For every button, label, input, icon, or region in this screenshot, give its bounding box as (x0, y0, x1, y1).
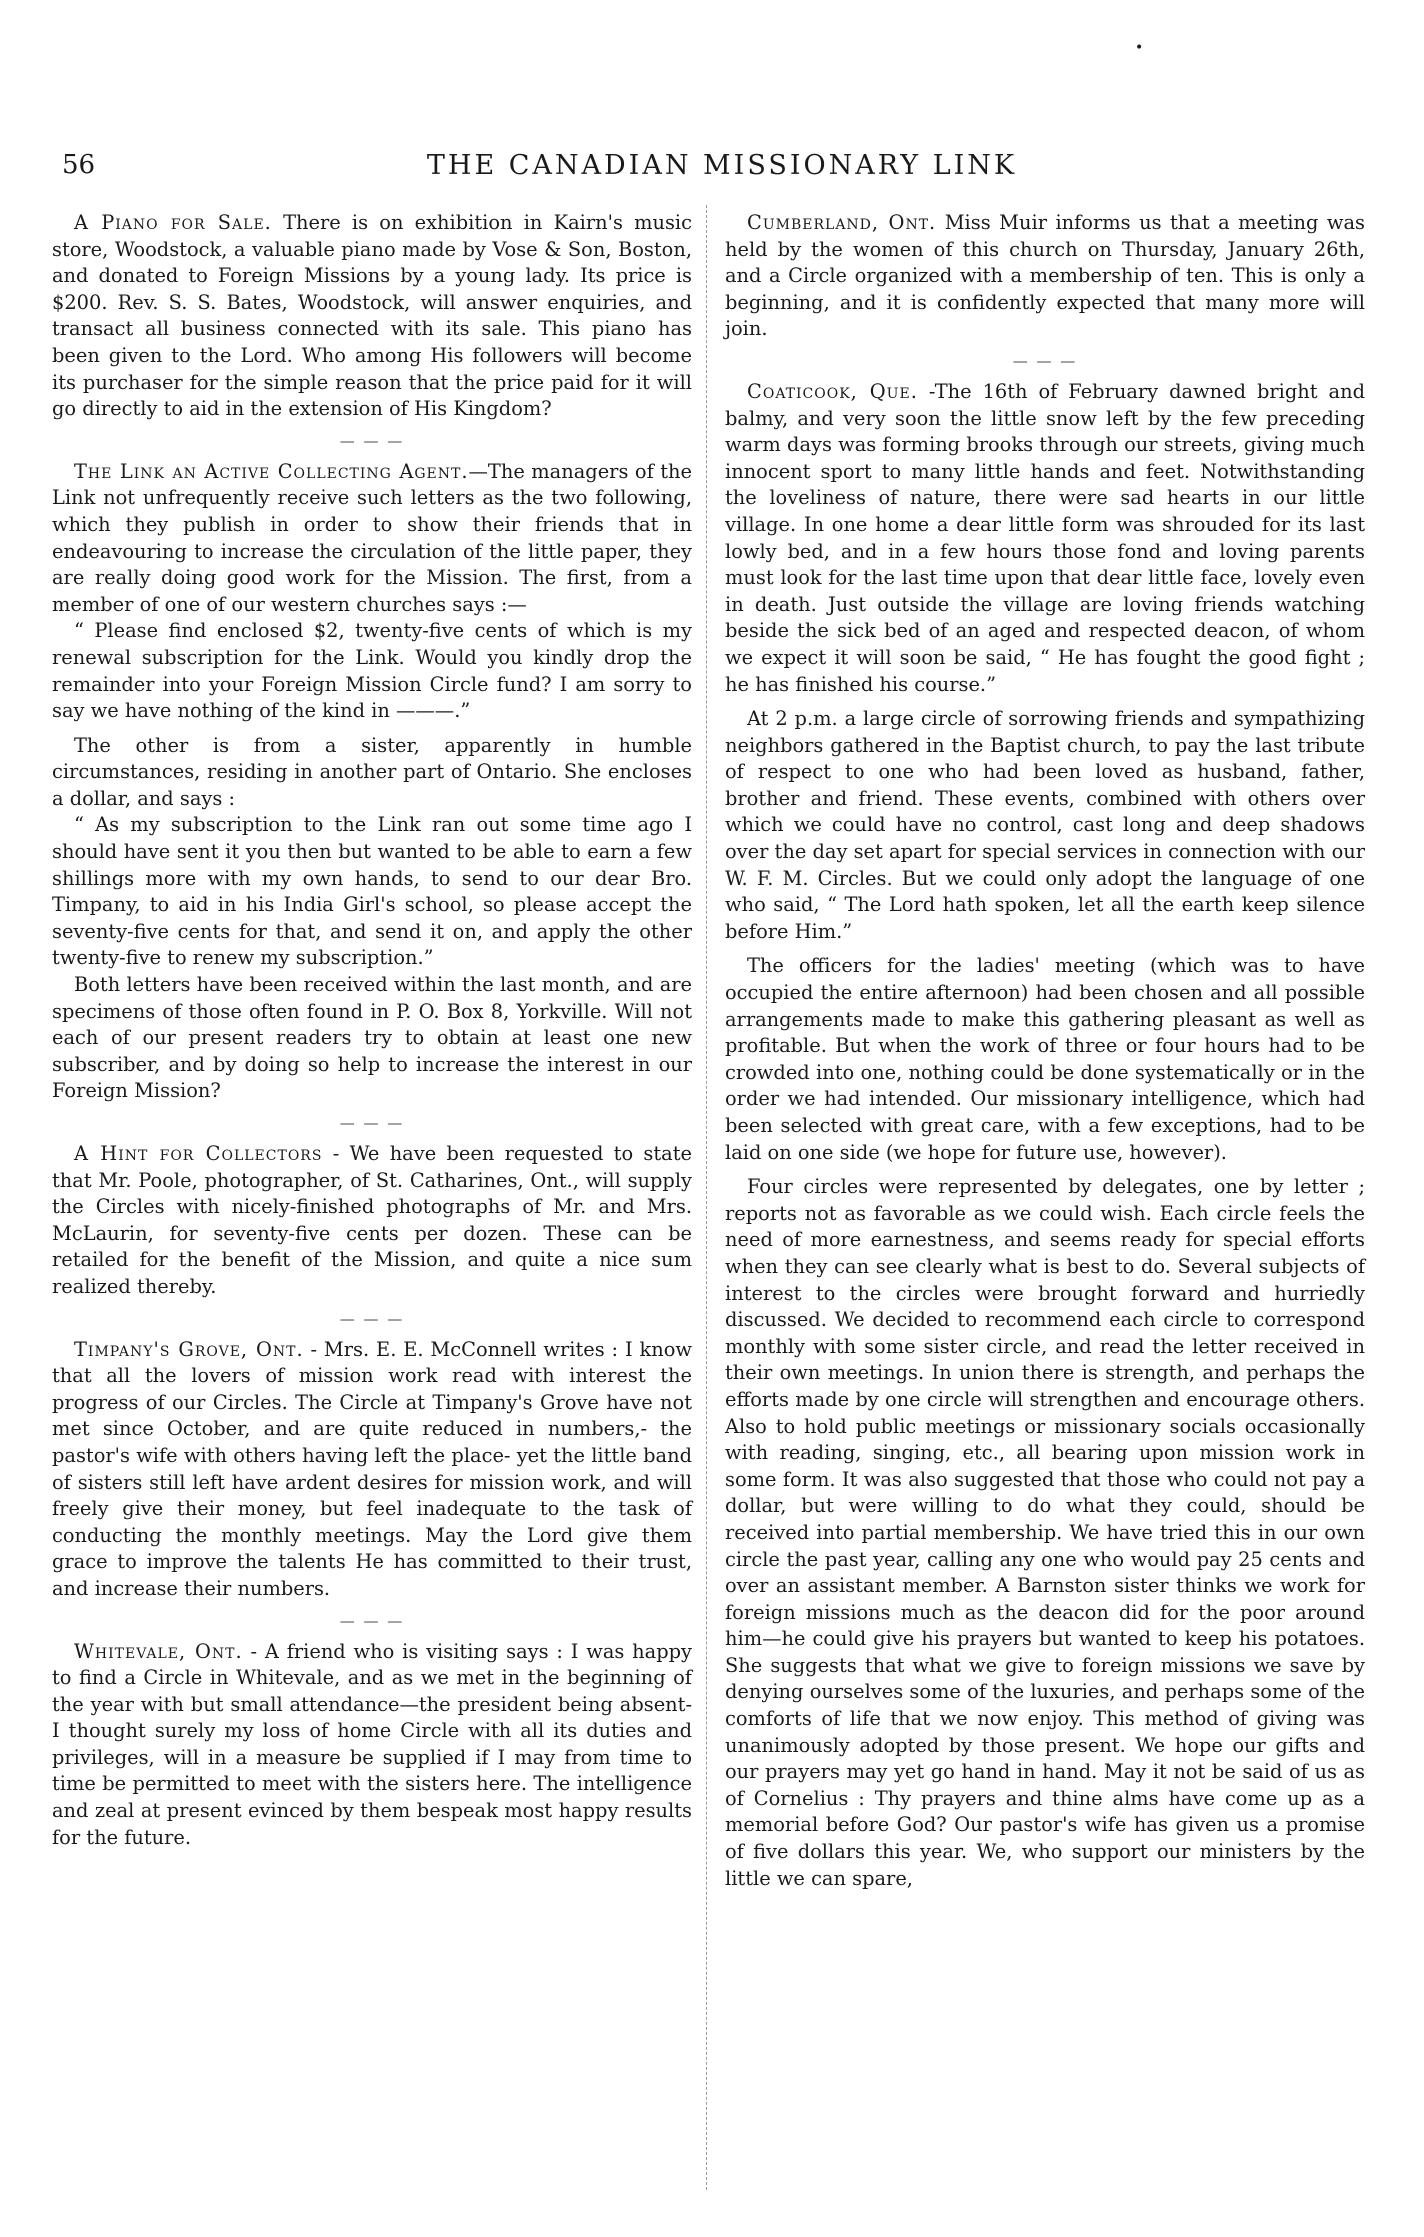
section-divider: — — — (1012, 351, 1078, 370)
article-text: - Mrs. E. E. McConnell writes : I know that all the lovers of mission work read with interest the progress of our Circles. The Circle at Timpany's Grove have not met since October, and are quite reduced in numbers,- the pastor's wife with others having left the place- yet the little band of sisters still left have ardent desires for mission work, and will freely give their money, but feel inadequate to the task of conducting the monthly meetings. May the Lord give them grace to improve the talents He has committed to their trust, and increase their numbers. (52, 1337, 692, 1600)
article-text: —The managers of the Link not unfrequently receive such letters as the two following, which they publish in order to show their friends that in endeavouring to increase the circulation of the little paper, they are really doing good work for the Mission. The first, from a member of one of our western churches says :— (52, 459, 692, 616)
article-cumberland (725, 210, 1365, 343)
column-rule (706, 205, 708, 2190)
article-text: - A friend who is visiting says : I was happy to find a Circle in Whitevale, and as we met in the beginning of the year with but small attendance—the president being absent- I thought surely my loss of home Circle with all its duties and privileges, will in a measure be supplied if I may from time to time be permitted to meet with the sisters here. The intelligence and zeal at present evinced by them bespeak most happy results for the future. (52, 1639, 692, 1849)
article-whitevale (52, 1639, 692, 1852)
left-column (52, 210, 692, 1851)
article-text: The other is from a sister, apparently in humble circumstances, residing in another part of Ontario. She encloses a dollar, and says : (52, 733, 692, 810)
running-title: THE CANADIAN MISSIONARY LINK (426, 150, 1018, 181)
article-text: Miss Muir informs us that a meeting was held by the women of this church on Thursday, January 26th, and a Circle organized with a membership of ten. This is only a beginning, and it is confidently expected that many more will join. (725, 211, 1365, 341)
section-divider: — — — (339, 1309, 405, 1328)
article-heading: Timpany's Grove, Ont. (74, 1337, 304, 1361)
section-divider: — — — (339, 431, 405, 450)
page-header (62, 150, 1382, 190)
article-heading: A Hint for Collectors (74, 1142, 323, 1165)
section-divider: — — — (339, 1611, 405, 1630)
article-text: The officers for the ladies' meeting (which was to have occupied the entire afternoon) had been chosen and all possible arrangements made to make this gathering pleasant as well as profitable. But when the work of three or four hours had to be crowded into one, nothing could be done systematically or in the order we had intended. Our missionary intelligence, which had been selected with great care, with a few exceptions, had to be laid on one side (we hope for future use, however). (725, 954, 1365, 1164)
ink-speck: • (1135, 40, 1144, 56)
page-number: 56 (62, 150, 96, 180)
article-hint (52, 1141, 692, 1301)
article-link-agent (52, 459, 692, 619)
article-heading: The Link an Active Collecting Agent. (74, 459, 469, 483)
article-text: At 2 p.m. a large circle of sorrowing friends and sympathizing neighbors gathered in the Baptist church, to pay the last tribute of respect to one who had been loved as husband, father, brother and friend. These events, combined with others over which we could have no control, cast long and deep shadows over the day set apart for special services in connection with our W. F. M. Circles. But we could only adopt the language of one who said, “ The Lord hath spoken, let all the earth keep silence before Him.” (725, 707, 1365, 943)
right-column (725, 210, 1365, 1892)
article-text: -The 16th of February dawned bright and balmy, and very soon the little snow left by the few preceding warm days was forming brooks through our streets, giving much innocent sport to many little hands and feet. Notwithstanding the loveliness of nature, there were sad hearts in our little village. In one home a dear little form was shrouded for its last lowly bed, and in a few hours those fond and loving parents must look for the last time upon that dear little face, lovely even in death. Just outside the village are loving friends watching beside the sick bed of an aged and respected deacon, of whom we expect it will soon be said, “ He has fought the good fight ; he has finished his course.” (725, 379, 1366, 696)
letter-quote-2: “ As my subscription to the Link ran out some time ago I should have sent it you then but wanted to be able to earn a few shillings more with my own hands, to send to our dear Bro. Timpany, to aid in his India Girl's school, so please accept the seventy-five cents for that, and send it on, and apply the other twenty-five to renew my subscription.” (52, 813, 692, 970)
article-text: - We have been requested to state that Mr. Poole, photographer, of St. Catharines, Ont., will supply the Circles with nicely-finished photographs of Mr. and Mrs. McLaurin, for seventy-five cents per dozen. These can be retailed for the benefit of the Mission, and quite a nice sum realized thereby. (52, 1142, 692, 1298)
letter-quote-1: “ Please find enclosed $2, twenty-five cents of which is my renewal subscription for the Link. Would you kindly drop the remainder into your Foreign Mission Circle fund? I am sorry to say we have nothing of the kind in ———.” (52, 619, 692, 723)
article-heading: Coaticook, Que. (747, 379, 918, 403)
article-coaticook (725, 379, 1365, 698)
article-text: There is on exhibition in Kairn's music store, Woodstock, a valuable piano made by Vose & Son, Boston, and donated to Foreign Missions by a young lady. Its price is $200. Rev. S. S. Bates, Woodstock, will answer enquiries, and transact all business connected with its sale. This piano has been given to the Lord. Who among His followers will become its purchaser for the simple reason that the price paid for it will go directly to aid in the extension of His Kingdom? (52, 211, 692, 421)
article-heading: Whitevale, Ont. (74, 1639, 243, 1663)
article-heading: A Piano for Sale. (74, 211, 272, 234)
article-heading: Cumberland, Ont. (747, 211, 937, 234)
article-text: Four circles were represented by delegates, one by letter ; reports not as favorable as we could wish. Each circle feels the need of more earnestness, and seems ready for special efforts when they can see clearly what is best to do. Several subjects of interest to the circles were brought forward and hurriedly discussed. We decided to recommend each circle to correspond monthly with some sister circle, and read the letter received in their own meetings. In union there is strength, and perhaps the efforts made by one circle will strengthen and encourage others. Also to hold public meetings or missionary socials occasionally with reading, singing, etc., all bearing upon mission work in some form. It was also suggested that those who could not pay a dollar, but were willing to do what they could, should be received into partial membership. We have tried this in our own circle the past year, calling any one who would pay 25 cents and over an assistant member. A Barnston sister thinks we work for foreign missions much as the deacon did for the poor around him—he could give his prayers but wanted to keep his potatoes. She suggests that what we give to foreign missions we save by denying ourselves some of the luxuries, and perhaps some of the comforts of life that we now enjoy. This method of giving was unanimously adopted by those present. We hope our gifts and our prayers may yet go hand in hand. May it not be said of us as of Cornelius : Thy prayers and thine alms have come up as a memorial before God? Our pastor's wife has given us a promise of five dollars this year. We, who support our ministers by the little we can spare, (725, 1175, 1365, 1890)
article-piano (52, 210, 692, 423)
article-text: Both letters have been received within the last month, and are specimens of those often found in P. O. Box 8, Yorkville. Will not each of our present readers try to obtain at least one new subscriber, and by doing so help to increase the interest in our Foreign Mission? (52, 973, 692, 1103)
article-timpany (52, 1337, 692, 1603)
section-divider: — — — (339, 1114, 405, 1132)
